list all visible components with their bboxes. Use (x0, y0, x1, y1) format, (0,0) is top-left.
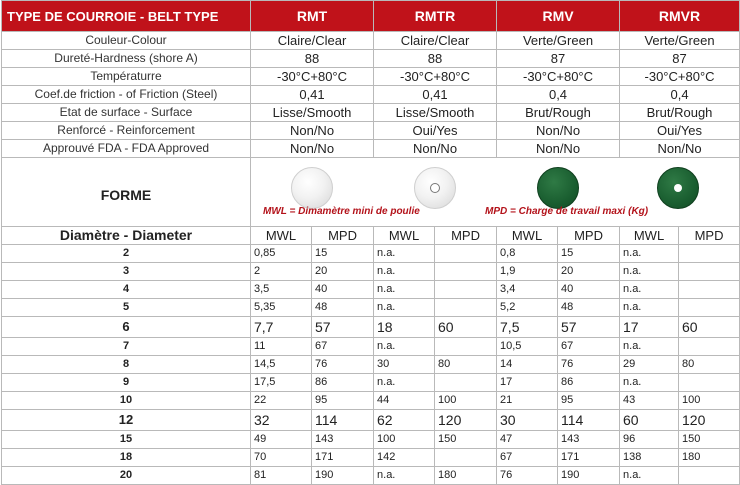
table-cell: 60 (620, 410, 679, 431)
diameter-row (2, 245, 740, 263)
diameter-value: 15 (2, 431, 251, 449)
diameter-value: 2 (2, 245, 251, 263)
table-cell: 40 (312, 281, 374, 299)
table-cell: n.a. (374, 467, 435, 485)
table-cell: 114 (312, 410, 374, 431)
table-cell: 49 (251, 431, 312, 449)
table-cell: 86 (558, 374, 620, 392)
table-cell: 5,2 (497, 299, 558, 317)
table-cell: 0,8 (497, 245, 558, 263)
property-value: Lisse/Smooth (251, 104, 374, 122)
table-cell: 100 (435, 392, 497, 410)
property-value: Non/No (497, 122, 620, 140)
table-cell: 48 (312, 299, 374, 317)
table-cell (679, 374, 740, 392)
table-cell: 30 (497, 410, 558, 431)
property-label: Températurre (2, 68, 251, 86)
property-value: -30°C+80°C (374, 68, 497, 86)
property-label: Renforcé - Reinforcement (2, 122, 251, 140)
diameter-value: 20 (2, 467, 251, 485)
table-cell (679, 245, 740, 263)
table-cell: 76 (558, 356, 620, 374)
table-cell (435, 338, 497, 356)
property-value: Verte/Green (620, 32, 740, 50)
diameter-value: 9 (2, 374, 251, 392)
legend-mpd: MPD = Charge de travail maxi (Kg) (485, 206, 649, 217)
table-cell: 0,85 (251, 245, 312, 263)
disc-hole-icon (430, 183, 440, 193)
table-cell: 143 (312, 431, 374, 449)
table-cell (679, 281, 740, 299)
belt-spec-table (1, 0, 740, 485)
table-cell: 120 (679, 410, 740, 431)
table-cell: 1,9 (497, 263, 558, 281)
column-header: MWL (620, 227, 679, 245)
diameter-row (2, 263, 740, 281)
diameter-value: 7 (2, 338, 251, 356)
table-cell: 171 (558, 449, 620, 467)
property-value: Non/No (374, 140, 497, 158)
table-cell: 67 (497, 449, 558, 467)
property-value: -30°C+80°C (251, 68, 374, 86)
table-cell: 76 (497, 467, 558, 485)
table-cell (435, 245, 497, 263)
table-cell: 76 (312, 356, 374, 374)
table-cell: 143 (558, 431, 620, 449)
table-cell: 95 (558, 392, 620, 410)
diameter-row (2, 410, 740, 431)
legend-mwl: MWL = Dimamètre mini de poulie (263, 206, 420, 217)
table-cell: 100 (374, 431, 435, 449)
property-value: Brut/Rough (620, 104, 740, 122)
table-cell: 81 (251, 467, 312, 485)
property-value: Verte/Green (497, 32, 620, 50)
property-value: -30°C+80°C (620, 68, 740, 86)
table-cell: 43 (620, 392, 679, 410)
diameter-header-row (2, 227, 740, 245)
green-hollow-disc-icon (657, 167, 699, 209)
diameter-row (2, 317, 740, 338)
table-cell: 142 (374, 449, 435, 467)
disc-hole-icon (674, 184, 682, 192)
table-cell: 114 (558, 410, 620, 431)
diameter-row (2, 299, 740, 317)
table-cell: 18 (374, 317, 435, 338)
table-cell: 14,5 (251, 356, 312, 374)
table-cell: 17,5 (251, 374, 312, 392)
diameter-value: 10 (2, 392, 251, 410)
column-header: MWL (497, 227, 558, 245)
type-rmv: RMV (497, 1, 620, 32)
table-cell: 40 (558, 281, 620, 299)
diameter-value: 8 (2, 356, 251, 374)
property-value: Brut/Rough (497, 104, 620, 122)
property-value: Claire/Clear (374, 32, 497, 50)
table-cell: 32 (251, 410, 312, 431)
table-cell: 180 (435, 467, 497, 485)
green-solid-disc-icon (537, 167, 579, 209)
table-cell: n.a. (620, 263, 679, 281)
table-cell: 95 (312, 392, 374, 410)
belt-type-title: TYPE DE COURROIE - BELT TYPE (2, 1, 251, 32)
diameter-value: 5 (2, 299, 251, 317)
table-cell: 171 (312, 449, 374, 467)
table-cell: 20 (312, 263, 374, 281)
table-cell: 150 (679, 431, 740, 449)
table-cell: 48 (558, 299, 620, 317)
property-value: 0,41 (374, 86, 497, 104)
property-value: Oui/Yes (374, 122, 497, 140)
table-cell: 60 (679, 317, 740, 338)
table-cell: 190 (312, 467, 374, 485)
table-cell: 86 (312, 374, 374, 392)
table-cell (435, 263, 497, 281)
table-cell: 57 (558, 317, 620, 338)
forme-shapes-cell (251, 158, 740, 227)
table-cell: 29 (620, 356, 679, 374)
property-label: Approuvé FDA - FDA Approved (2, 140, 251, 158)
table-cell: 3,5 (251, 281, 312, 299)
diameter-row (2, 449, 740, 467)
table-cell (435, 449, 497, 467)
diameter-row (2, 281, 740, 299)
property-value: -30°C+80°C (497, 68, 620, 86)
table-cell: 67 (312, 338, 374, 356)
diameter-row (2, 374, 740, 392)
type-rmtr: RMTR (374, 1, 497, 32)
column-header: MPD (312, 227, 374, 245)
table-cell (679, 299, 740, 317)
column-header: MWL (251, 227, 312, 245)
table-cell: 67 (558, 338, 620, 356)
table-cell: 60 (435, 317, 497, 338)
table-cell: n.a. (620, 299, 679, 317)
property-value: Oui/Yes (620, 122, 740, 140)
table-cell: 2 (251, 263, 312, 281)
table-cell: 62 (374, 410, 435, 431)
table-cell: 47 (497, 431, 558, 449)
table-cell: 22 (251, 392, 312, 410)
table-cell: 120 (435, 410, 497, 431)
property-value: 0,41 (251, 86, 374, 104)
table-cell: 96 (620, 431, 679, 449)
table-cell: n.a. (620, 245, 679, 263)
forme-label: FORME (2, 158, 251, 227)
header-row (2, 1, 740, 32)
table-cell: 30 (374, 356, 435, 374)
diameter-row (2, 467, 740, 485)
property-label: Couleur-Colour (2, 32, 251, 50)
table-cell: 3,4 (497, 281, 558, 299)
table-cell: n.a. (620, 338, 679, 356)
diameter-value: 12 (2, 410, 251, 431)
property-label: Coef.de friction - of Friction (Steel) (2, 86, 251, 104)
property-label: Dureté-Hardness (shore A) (2, 50, 251, 68)
diameter-value: 6 (2, 317, 251, 338)
property-value: Claire/Clear (251, 32, 374, 50)
table-cell: 5,35 (251, 299, 312, 317)
table-cell: 70 (251, 449, 312, 467)
diameter-value: 4 (2, 281, 251, 299)
column-header: MPD (679, 227, 740, 245)
diameter-row (2, 356, 740, 374)
property-row (2, 32, 740, 50)
property-value: 88 (251, 50, 374, 68)
property-value: Non/No (497, 140, 620, 158)
table-cell: 57 (312, 317, 374, 338)
table-cell: 100 (679, 392, 740, 410)
property-row (2, 86, 740, 104)
table-cell: n.a. (374, 374, 435, 392)
property-row (2, 50, 740, 68)
property-value: 87 (497, 50, 620, 68)
table-cell: n.a. (374, 299, 435, 317)
table-cell (679, 467, 740, 485)
table-cell: 44 (374, 392, 435, 410)
table-cell: 80 (679, 356, 740, 374)
diameter-row (2, 392, 740, 410)
property-value: Non/No (251, 122, 374, 140)
table-cell: 138 (620, 449, 679, 467)
table-cell (679, 338, 740, 356)
table-cell: 180 (679, 449, 740, 467)
table-cell: 190 (558, 467, 620, 485)
table-cell: n.a. (374, 281, 435, 299)
diameter-value: 3 (2, 263, 251, 281)
property-row (2, 68, 740, 86)
table-cell: 7,5 (497, 317, 558, 338)
property-value: 88 (374, 50, 497, 68)
property-value: 0,4 (497, 86, 620, 104)
diameter-row (2, 431, 740, 449)
type-rmvr: RMVR (620, 1, 740, 32)
type-rmt: RMT (251, 1, 374, 32)
property-row (2, 104, 740, 122)
diameter-row (2, 338, 740, 356)
clear-hollow-disc-icon (414, 167, 456, 209)
table-cell: 14 (497, 356, 558, 374)
property-value: 87 (620, 50, 740, 68)
table-cell: 21 (497, 392, 558, 410)
table-cell: n.a. (620, 281, 679, 299)
table-cell: 20 (558, 263, 620, 281)
table-cell: 17 (620, 317, 679, 338)
table-cell: 80 (435, 356, 497, 374)
property-row (2, 140, 740, 158)
property-value: Non/No (251, 140, 374, 158)
property-label: Etat de surface - Surface (2, 104, 251, 122)
property-value: Lisse/Smooth (374, 104, 497, 122)
table-cell: n.a. (374, 245, 435, 263)
clear-solid-disc-icon (291, 167, 333, 209)
property-value: Non/No (620, 140, 740, 158)
table-cell: 150 (435, 431, 497, 449)
forme-row (2, 158, 740, 227)
table-cell (435, 374, 497, 392)
column-header: MWL (374, 227, 435, 245)
table-cell: n.a. (620, 467, 679, 485)
column-header: MPD (435, 227, 497, 245)
property-row (2, 122, 740, 140)
table-cell: n.a. (620, 374, 679, 392)
diameter-value: 18 (2, 449, 251, 467)
table-cell: 10,5 (497, 338, 558, 356)
table-cell: n.a. (374, 338, 435, 356)
table-cell: n.a. (374, 263, 435, 281)
property-value: 0,4 (620, 86, 740, 104)
table-cell: 7,7 (251, 317, 312, 338)
table-cell (679, 263, 740, 281)
table-cell: 15 (312, 245, 374, 263)
forme-shapes (251, 158, 739, 220)
table-cell: 15 (558, 245, 620, 263)
table-cell (435, 299, 497, 317)
column-header: MPD (558, 227, 620, 245)
diameter-label: Diamètre - Diameter (2, 227, 251, 245)
table-cell: 17 (497, 374, 558, 392)
table-cell (435, 281, 497, 299)
table-cell: 11 (251, 338, 312, 356)
